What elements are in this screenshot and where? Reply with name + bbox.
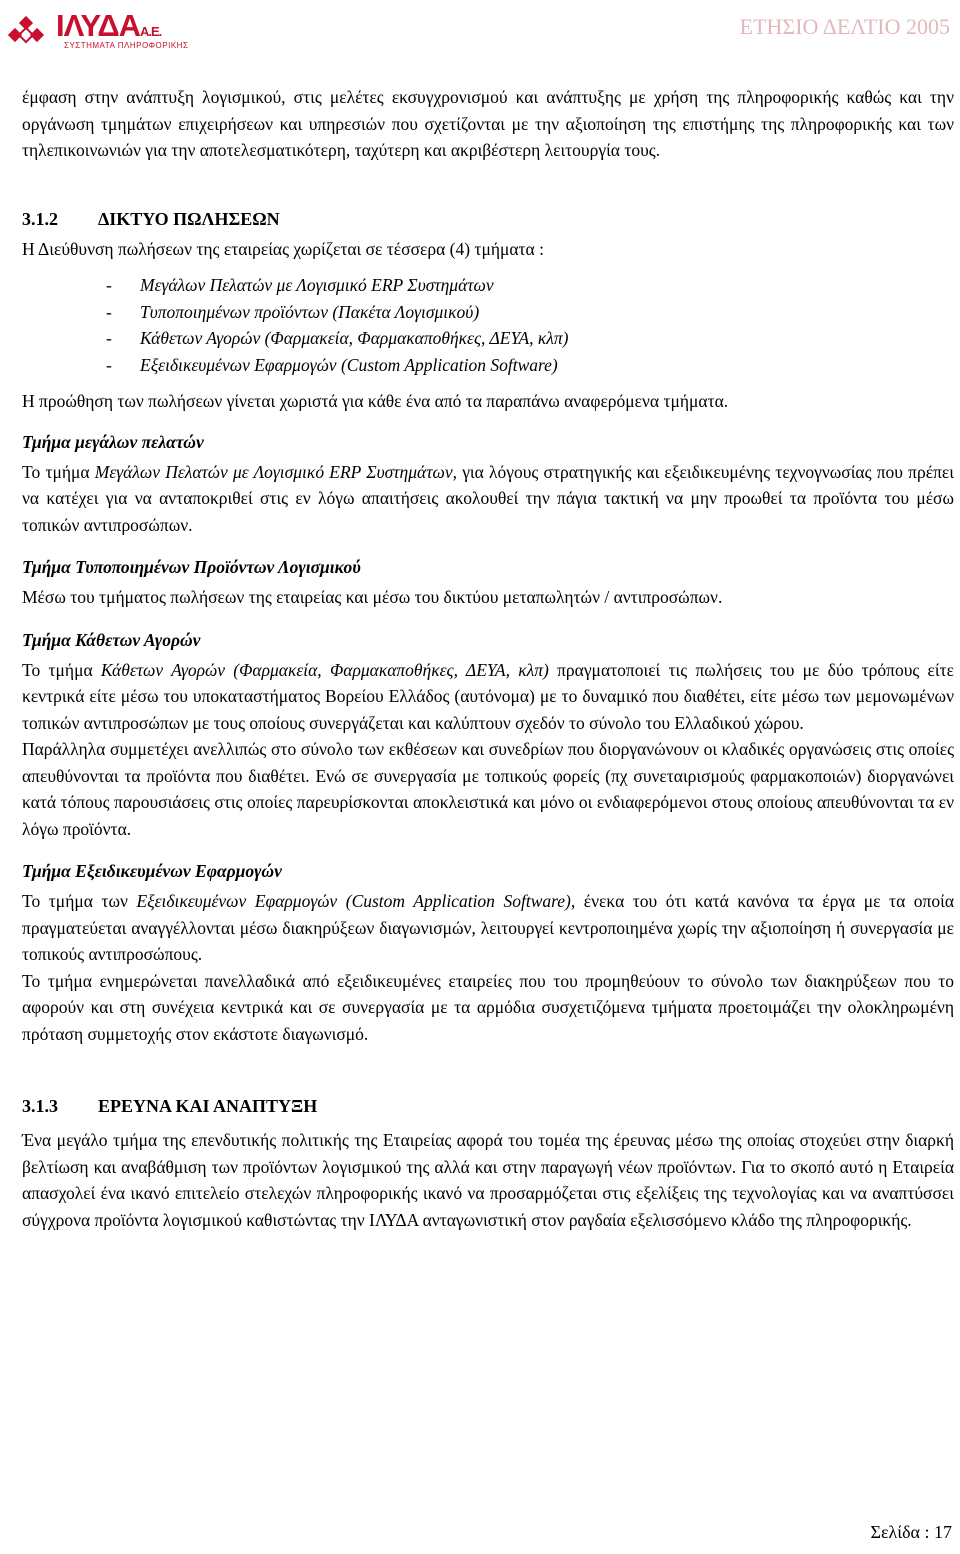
custom-apps-heading: Τμήμα Εξειδικευμένων Εφαρμογών (22, 861, 282, 881)
list-item: - Μεγάλων Πελατών με Λογισμικό ERP Συστημάτων (140, 272, 954, 299)
section-313-heading (22, 1093, 954, 1119)
department-list (22, 272, 954, 378)
section-312-heading (22, 206, 954, 232)
list-item: - Εξειδικευμένων Εφαρμογών (Custom Application Software) (140, 352, 954, 379)
logo-tagline: ΣΥΣΤΗΜΑΤΑ ΠΛΗΡΟΦΟΡΙΚΗΣ (64, 41, 189, 50)
report-title: ΕΤΗΣΙΟ ΔΕΛΤΙΟ 2005 (739, 14, 950, 39)
section-title: ΕΡΕΥΝΑ ΚΑΙ ΑΝΑΠΤΥΞΗ (98, 1096, 318, 1116)
intro-paragraph: έμφαση στην ανάπτυξη λογισμικού, στις μελέτες εκσυγχρονισμού και ανάπτυξης με χρήση της πληροφορικής καθώς και την οργάνωση τμημάτων επιχειρήσεων και υπηρεσιών που σχετίζονται με την αξιοποίηση της επιστήμης της πληροφορικής και των τηλεπικοινωνιών για την αποτελεσματικότερη, ταχύτερη και ακριβέστερη λειτουργία τους. (22, 87, 954, 160)
list-item: - Τυποποιημένων προϊόντων (Πακέτα Λογισμικού) (140, 299, 954, 326)
promotion-paragraph: Η προώθηση των πωλήσεων γίνεται χωριστά για κάθε ένα από τα παραπάνω αναφερόμενα τμήματα. (22, 391, 729, 411)
logo-text: ΙΛΥΔΑΑ.Ε. (56, 8, 162, 43)
standard-products-paragraph: Μέσω του τμήματος πωλήσεων της εταιρείας και μέσω του δικτύου μεταπωλητών / αντιπροσώπων. (22, 587, 723, 607)
section-number: 3.1.3 (22, 1096, 58, 1116)
vertical-markets-heading: Τμήμα Κάθετων Αγορών (22, 629, 201, 650)
document-body (22, 84, 954, 1233)
list-item: - Κάθετων Αγορών (Φαρμακεία, Φαρμακαποθήκες, ΔΕΥΑ, κλπ) (140, 325, 954, 352)
custom-apps-paragraph: Το τμήμα των Εξειδικευμένων Εφαρμογών (Custom Application Software), ένεκα του ότι κατά κανόνα τα έργα με τα οποία πραγματεύεται αναγγέλλονται μέσω διακηρύξεων διαγωνισμών, λειτουργεί κεντροποιημένα χωρίς την αξιοποίηση ή συνεργασία με τοπικούς αντιπροσώπους. (22, 891, 954, 964)
sales-lead: Η Διεύθυνση πωλήσεων της εταιρείας χωρίζεται σε τέσσερα (4) τμήματα : (22, 238, 544, 259)
company-logo (8, 8, 189, 52)
custom-apps-paragraph-2: Το τμήμα ενημερώνεται πανελλαδικά από εξειδικευμένες εταιρείες που του προμηθεύουν το σύνολο των διακηρύξεων που το αφορούν και στη συνέχεια κεντρικά και σε συνεργασία με τα αρμόδια συσχετιζόμενα τμήματα προετοιμάζει την ολοκληρωμένη πρόταση συμμετοχής στον εκάστοτε διαγωνισμό. (22, 970, 954, 1044)
section-title: ΔΙΚΤΥΟ ΠΩΛΗΣΕΩΝ (98, 208, 280, 229)
standard-products-heading: Τμήμα Τυποποιημένων Προϊόντων Λογισμικού (22, 557, 361, 577)
vertical-markets-paragraph-2: Παράλληλα συμμετέχει ανελλιπώς στο σύνολο των εκθέσεων και συνεδρίων που διοργανώνουν οι κλαδικές οργανώσεις στις οποίες απευθύνονται τα προϊόντα που διαθέτει. Ενώ σε συνεργασία με τοπικούς φορείς (πχ συνεταιρισμούς φαρμακοποιών) διοργανώνει κατά τόπους παρουσιάσεις στις οποίες παρευρίσκονται αποκλειστικά και μόνο οι ενδιαφερόμενοι στους οποίους απευθύνονται τα εν λόγω προϊόντα. (22, 739, 954, 839)
page-number: Σελίδα : 17 (870, 1522, 952, 1542)
section-number: 3.1.2 (22, 208, 58, 229)
large-clients-heading: Τμήμα μεγάλων πελατών (22, 431, 204, 452)
research-paragraph: Ένα μεγάλο τμήμα της επενδυτικής πολιτικής της Εταιρείας αφορά του τομέα της έρευνας μέσω της οποίας στοχεύει στην διαρκή βελτίωση και αναβάθμιση των προϊόντων λογισμικού της αλλά και στην παραγωγή νέων προϊόντων. Για το σκοπό αυτό η Εταιρεία απασχολεί ένα ικανό επιτελείο στελεχών πληροφορικής ικανό να προσαρμόζεται στις εξελίξεις της τεχνολογίας και να αναπτύσσει σύγχρονα προϊόντα λογισμικού καθιστώντας την ΙΛΥΔΑ ανταγωνιστική στον ραγδαία εξελισσόμενο κλάδο της πληροφορικής. (22, 1130, 954, 1230)
vertical-markets-paragraph: Το τμήμα Κάθετων Αγορών (Φαρμακεία, Φαρμακαποθήκες, ΔΕΥΑ, κλπ) πραγματοποιεί τις πωλήσεις του με δύο τρόπους είτε κεντρικά είτε μέσω του υποκαταστήματος Βορείου Ελλάδος (αυτόνομα) με το δυναμικό που διαθέτει, είτε μέσω των μεμονωμένων τοπικών αντιπροσώπων με τους οποίους συνεργάζεται και καλύπτουν σχεδόν το σύνολο του Ελλαδικού χώρου. (22, 659, 954, 733)
page-header (0, 0, 960, 60)
logo-mark-icon (8, 12, 48, 52)
large-clients-paragraph: Το τμήμα Μεγάλων Πελατών με Λογισμικό ERP Συστημάτων, για λόγους στρατηγικής και εξειδικευμένης τεχνογνωσίας που πρέπει να κατέχει για να ανταποκριθεί στις εν λόγω απαιτήσεις ακολουθεί την πάγια τακτική να μην προωθεί τα προϊόντα του μέσω τοπικών αντιπροσώπων. (22, 461, 954, 535)
